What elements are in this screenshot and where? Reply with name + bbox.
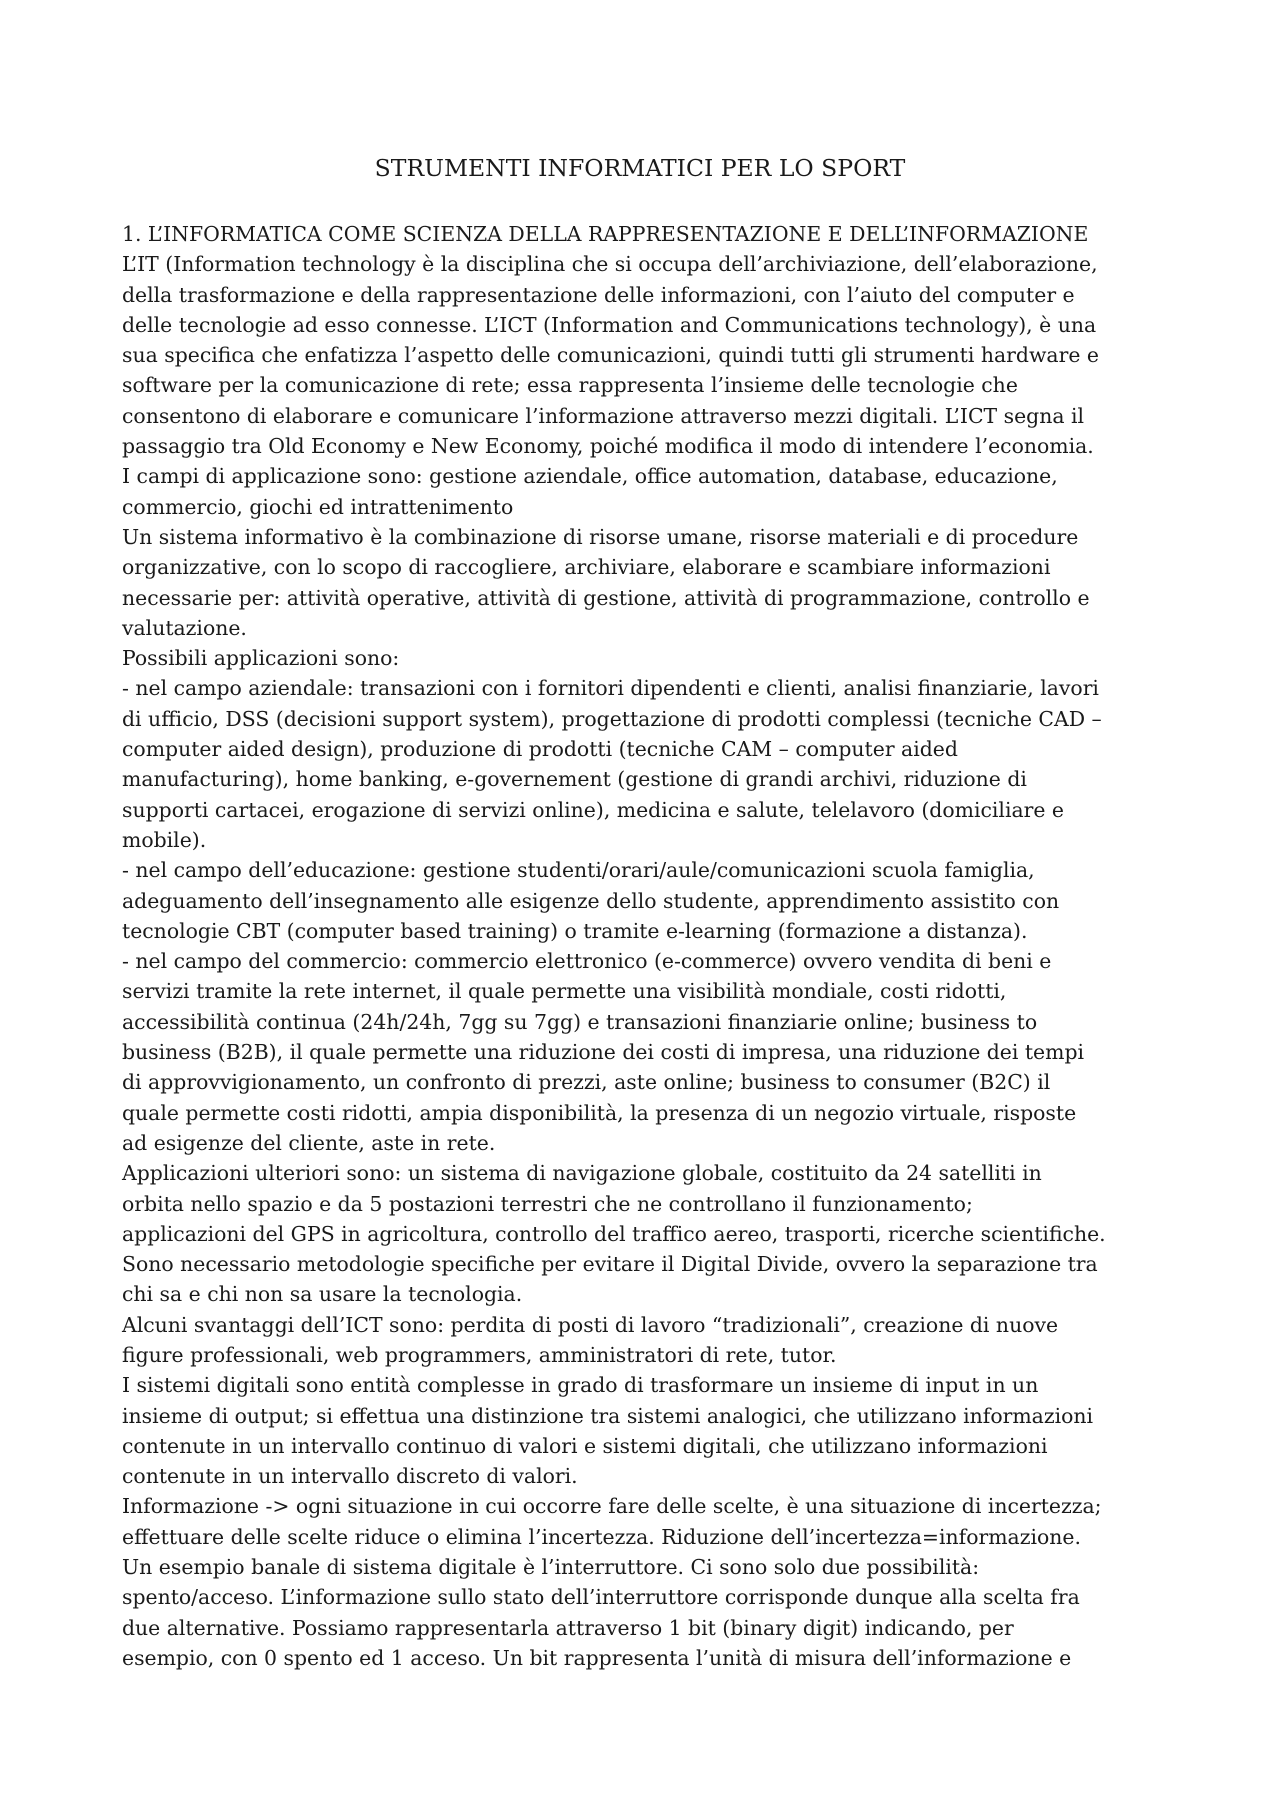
text-line: di ufficio, DSS (decisioni support system), progettazione di prodotti complessi (tecniche CAD – bbox=[122, 706, 1102, 731]
text-line: contenute in un intervallo continuo di valori e sistemi digitali, che utilizzano informazioni bbox=[122, 1433, 1048, 1458]
text-line: Sono necessario metodologie specifiche per evitare il Digital Divide, ovvero la separazione tra bbox=[122, 1252, 1098, 1277]
text-line: insieme di output; si effettua una distinzione tra sistemi analogici, che utilizzano informazioni bbox=[122, 1403, 1094, 1428]
text-line: quale permette costi ridotti, ampia disponibilità, la presenza di un negozio virtuale, risposte bbox=[122, 1100, 1077, 1125]
text-line: figure professionali, web programmers, amministratori di rete, tutor. bbox=[122, 1342, 837, 1367]
text-line: passaggio tra Old Economy e New Economy, poiché modifica il modo di intendere l’economia. bbox=[122, 434, 1094, 459]
text-line: effettuare delle scelte riduce o elimina l’incertezza. Riduzione dell’incertezza=informazione. bbox=[122, 1524, 1081, 1549]
text-line: Possibili applicazioni sono: bbox=[122, 646, 400, 671]
text-line: spento/acceso. L’informazione sullo stato dell’interruttore corrisponde dunque alla scelta fra bbox=[122, 1585, 1080, 1610]
text-line: orbita nello spazio e da 5 postazioni terrestri che ne controllano il funzionamento; bbox=[122, 1191, 973, 1216]
text-line: Applicazioni ulteriori sono: un sistema di navigazione globale, costituito da 24 satelliti in bbox=[122, 1161, 1042, 1186]
text-line: computer aided design), produzione di prodotti (tecniche CAM – computer aided bbox=[122, 737, 958, 762]
document-body bbox=[122, 219, 1187, 1673]
text-line: Un sistema informativo è la combinazione di risorse umane, risorse materiali e di procedure bbox=[122, 524, 1079, 549]
text-line: Un esempio banale di sistema digitale è l’interruttore. Ci sono solo due possibilità: bbox=[122, 1555, 980, 1580]
text-line: - nel campo dell’educazione: gestione studenti/orari/aule/comunicazioni scuola famiglia, bbox=[122, 858, 1035, 883]
text-line: business (B2B), il quale permette una riduzione dei costi di impresa, una riduzione dei tempi bbox=[122, 1040, 1085, 1065]
text-line: mobile). bbox=[122, 827, 207, 852]
text-line: - nel campo del commercio: commercio elettronico (e-commerce) ovvero vendita di beni e bbox=[122, 949, 1052, 974]
text-line: I sistemi digitali sono entità complesse in grado di trasformare un insieme di input in un bbox=[122, 1373, 1039, 1398]
text-line: L’IT (Information technology è la disciplina che si occupa dell’archiviazione, dell’elaborazione, bbox=[122, 252, 1098, 277]
text-line: della trasformazione e della rappresentazione delle informazioni, con l’aiuto del computer e bbox=[122, 282, 1075, 307]
text-line: consentono di elaborare e comunicare l’informazione attraverso mezzi digitali. L’ICT segna il bbox=[122, 403, 1085, 428]
text-line: Alcuni svantaggi dell’ICT sono: perdita di posti di lavoro “tradizionali”, creazione di nuove bbox=[122, 1312, 1059, 1337]
text-line: manufacturing), home banking, e-governement (gestione di grandi archivi, riduzione di bbox=[122, 767, 1027, 792]
text-line: supporti cartacei, erogazione di servizi online), medicina e salute, telelavoro (domiciliare e bbox=[122, 797, 1064, 822]
text-line: esempio, con 0 spento ed 1 acceso. Un bit rappresenta l’unità di misura dell’informazione e bbox=[122, 1645, 1072, 1670]
text-line: applicazioni del GPS in agricoltura, controllo del traffico aereo, trasporti, ricerche scientifiche. bbox=[122, 1221, 1106, 1246]
text-line: software per la comunicazione di rete; essa rappresenta l’insieme delle tecnologie che bbox=[122, 373, 1018, 398]
text-line: necessarie per: attività operative, attività di gestione, attività di programmazione, controllo e bbox=[122, 585, 1090, 610]
section-heading: 1. L’INFORMATICA COME SCIENZA DELLA RAPPRESENTAZIONE E DELL’INFORMAZIONE bbox=[122, 222, 1089, 246]
text-line: valutazione. bbox=[122, 615, 247, 640]
text-line: chi sa e chi non sa usare la tecnologia. bbox=[122, 1282, 523, 1307]
text-line: ad esigenze del cliente, aste in rete. bbox=[122, 1130, 496, 1155]
text-line: contenute in un intervallo discreto di valori. bbox=[122, 1464, 578, 1489]
text-line: servizi tramite la rete internet, il quale permette una visibilità mondiale, costi ridotti, bbox=[122, 979, 1007, 1004]
text-line: sua specifica che enfatizza l’aspetto delle comunicazioni, quindi tutti gli strumenti hardware e bbox=[122, 343, 1099, 368]
text-line: I campi di applicazione sono: gestione aziendale, office automation, database, educazione, bbox=[122, 464, 1058, 489]
text-line: delle tecnologie ad esso connesse. L’ICT (Information and Communications technology), è una bbox=[122, 312, 1097, 337]
document-title: STRUMENTI INFORMATICI PER LO SPORT bbox=[374, 154, 906, 182]
text-line: di approvvigionamento, un confronto di prezzi, aste online; business to consumer (B2C) il bbox=[122, 1070, 1051, 1095]
text-line: accessibilità continua (24h/24h, 7gg su 7gg) e transazioni finanziarie online; business to bbox=[122, 1009, 1038, 1034]
text-line: adeguamento dell’insegnamento alle esigenze dello studente, apprendimento assistito con bbox=[122, 888, 1060, 913]
text-line: commercio, giochi ed intrattenimento bbox=[122, 494, 514, 519]
text-line: - nel campo aziendale: transazioni con i fornitori dipendenti e clienti, analisi finanziarie, lavori bbox=[122, 676, 1099, 701]
text-line: tecnologie CBT (computer based training) o tramite e-learning (formazione a distanza). bbox=[122, 918, 1028, 943]
text-line: Informazione -> ogni situazione in cui occorre fare delle scelte, è una situazione di incertezza; bbox=[122, 1494, 1102, 1519]
text-line: organizzative, con lo scopo di raccogliere, archiviare, elaborare e scambiare informazioni bbox=[122, 555, 1051, 580]
text-line: due alternative. Possiamo rappresentarla attraverso 1 bit (binary digit) indicando, per bbox=[122, 1615, 1014, 1640]
